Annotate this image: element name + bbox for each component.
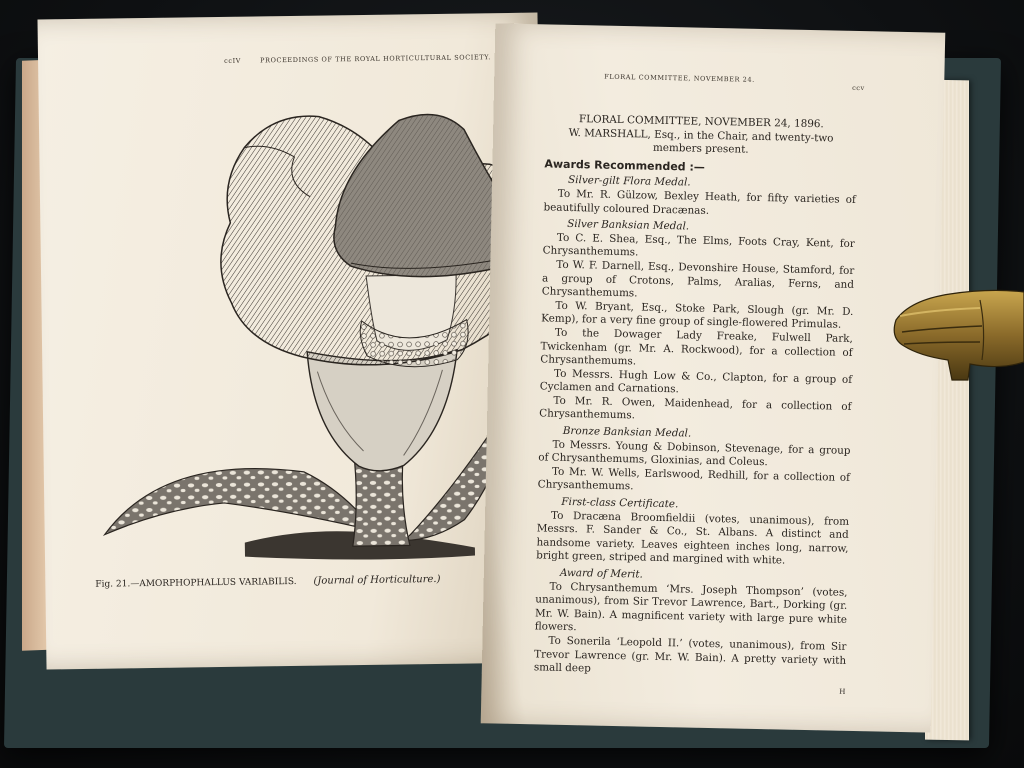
caption-source: (Journal of Horticulture.) (313, 573, 441, 587)
award-silver-gilt: Silver-gilt Flora Medal. (567, 174, 691, 189)
left-running-head: PROCEEDINGS OF THE ROYAL HORTICULTURAL SOCIETY. (260, 53, 491, 65)
right-page-text (533, 112, 857, 699)
brass-hand-bookmark-icon (890, 280, 1024, 390)
entry-12: To Sonerila ‘Leopold II.’ (votes, unanimous), from Sir Trevor Lawrence (gr. Mr. W. Bain). A pretty variety with small deep (533, 634, 847, 675)
figure-caption (95, 574, 440, 590)
committee-title: FLORAL COMMITTEE, NOVEMBER 24, 1896. (578, 113, 824, 131)
signature-mark: H (839, 687, 846, 696)
award-bronze-banksian: Bronze Banksian Medal. (562, 424, 692, 440)
award-first-class: First-class Certificate. (561, 495, 679, 511)
entry-2: To C. E. Shea, Esq., The Elms, Foots Cray, Kent, for Chrysanthemums. (542, 231, 855, 259)
left-page (37, 13, 546, 670)
entry-9: To Mr. W. Wells, Earlswood, Redhill, for a collection of Chrysanthemums. (537, 465, 851, 493)
caption-label: Fig. 21.—AMORPHOPHALLUS VARIABILIS. (95, 576, 297, 590)
award-silver-banksian: Silver Banksian Medal. (567, 218, 690, 233)
right-running-head: FLORAL COMMITTEE, NOVEMBER 24. (604, 72, 755, 84)
entry-7: To Mr. R. Owen, Maidenhead, for a collection of Chrysanthemums. (539, 394, 852, 422)
award-merit: Award of Merit. (559, 566, 644, 581)
left-page-number: ccIV (224, 56, 242, 65)
entry-5: To the Dowager Lady Freake, Fulwell Park, Twickenham (gr. Mr. A. Rockwood), for a collection of Chrysanthemums. (540, 326, 853, 368)
entry-10: To Dracæna Broomfieldii (votes, unanimous), from Messrs. F. Sander & Co., St. Albans. A distinct and handsome variety. Leaves eighteen inches long, narrow, bright green, striped and margined with white. (536, 509, 850, 567)
chair-line: W. MARSHALL, Esq., in the Chair, and twenty-two members present. (568, 126, 834, 156)
entry-3: To W. F. Darnell, Esq., Devonshire House, Stamford, for a group of Crotons, Palms, Aralias, Ferns, and Chrysanthemums. (541, 258, 855, 300)
right-page (481, 23, 946, 732)
right-page-number: ccv (852, 83, 865, 93)
awards-heading: Awards Recommended :— (544, 157, 705, 174)
entry-4: To W. Bryant, Esq., Stoke Park, Slough (gr. Mr. D. Kemp), for a very fine group of single-flowered Primulas. (541, 299, 854, 331)
entry-11: To Chrysanthemum ‘Mrs. Joseph Thompson’ (votes, unanimous), from Sir Trevor Lawrence, Bart., Dorking (gr. Mr. W. Bain). A magnificent variety with large pure white flowers. (534, 580, 848, 634)
entry-8: To Messrs. Young & Dobinson, Stevenage, for a group of Chrysanthemums, Gloxinias, and Coleus. (538, 438, 851, 469)
entry-6: To Messrs. Hugh Low & Co., Clapton, for a group of Cyclamen and Carnations. (539, 367, 853, 396)
amorphophallus-illustration (68, 69, 530, 575)
entry-1: To Mr. R. Gülzow, Bexley Heath, for fifty varieties of beautifully coloured Dracænas. (543, 187, 856, 217)
